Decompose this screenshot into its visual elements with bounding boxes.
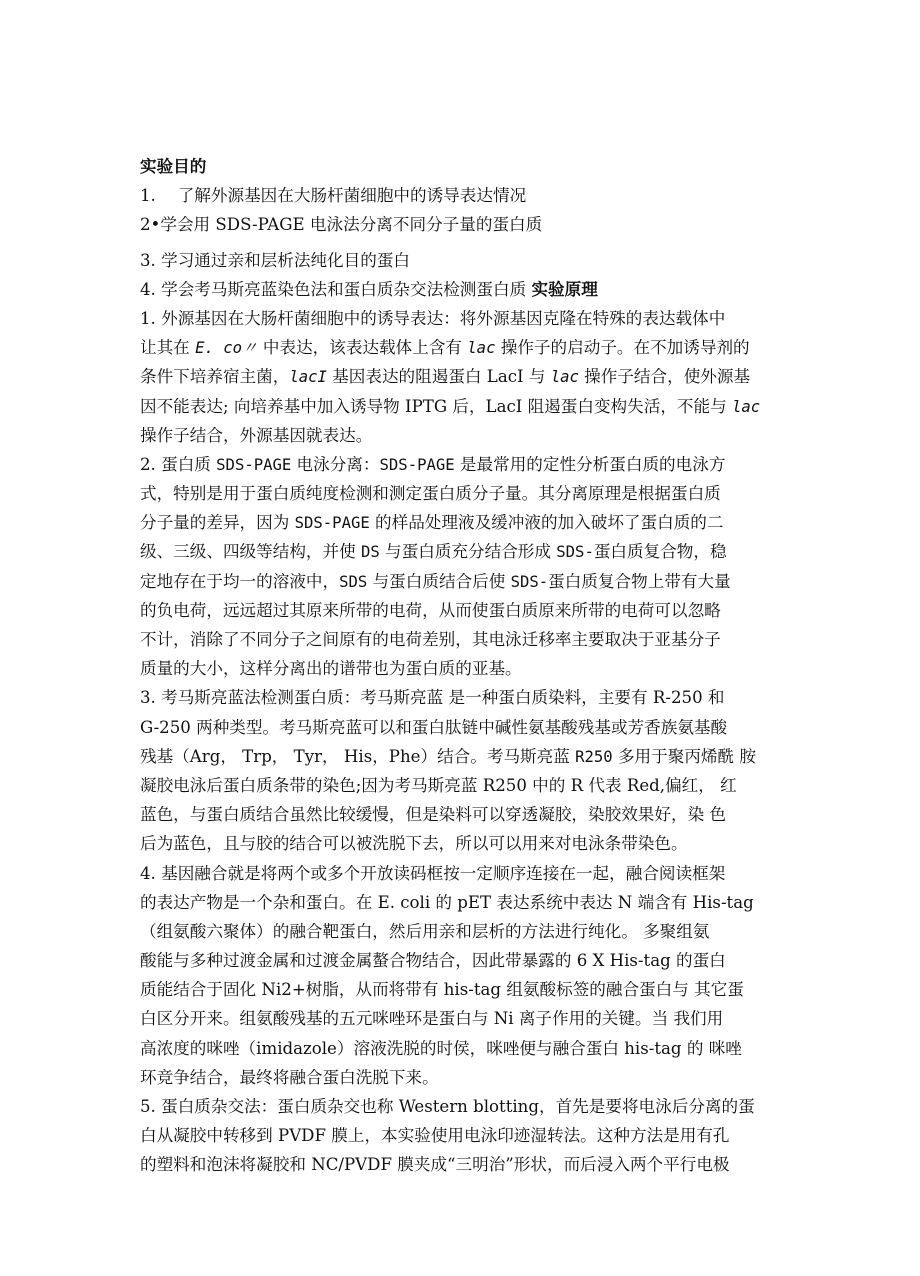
text-segment: SDS- xyxy=(556,543,594,562)
text-line xyxy=(140,275,782,304)
text-segment: R250 xyxy=(575,747,613,766)
text-segment: 1. 外源基因在大肠杆菌细胞中的诱导表达：将外源基因克隆在特殊的表达载体中 xyxy=(140,308,726,328)
text-segment: 高浓度的咪唑（imidazole）溶液洗脱的时侯，咪唑便与融合蛋白 his-tag 的 咪唑 xyxy=(140,1038,742,1058)
text-segment: 4. 基因融合就是将两个或多个开放读码框按一定顺序连接在一起，融合阅读框架 xyxy=(140,863,726,883)
text-segment: 蛋白质复合物，稳 xyxy=(593,542,727,562)
text-segment: 操作子的启动子。在不加诱导剂的 xyxy=(495,338,750,358)
text-segment: 2•学会用 SDS-PAGE 电泳法分离不同分子量的蛋白质 xyxy=(140,215,543,235)
text-line xyxy=(140,1034,782,1063)
text-segment: 分子量的差异，因为 xyxy=(140,513,295,533)
text-segment: lac xyxy=(732,397,761,416)
text-line xyxy=(140,246,782,275)
text-segment: 让其在 xyxy=(140,338,196,358)
text-segment: 白区分开来。组氨酸残基的五元咪唑环是蛋白与 Ni 离子作用的关键。当 我们用 xyxy=(140,1009,724,1029)
text-line xyxy=(140,392,782,421)
text-line xyxy=(140,508,782,537)
text-line xyxy=(140,946,782,975)
text-line xyxy=(140,888,782,917)
text-segment: 5. 蛋白质杂交法：蛋白质杂交也称 Western blotting，首先是要将电泳后分离的蛋 xyxy=(140,1097,755,1116)
text-segment: DS xyxy=(361,543,380,562)
text-segment: 实验目的 xyxy=(140,156,207,176)
text-segment: 的样品处理液及缓冲液的加入破坏了蛋白质的二 xyxy=(369,513,724,533)
text-line xyxy=(140,859,782,888)
text-line xyxy=(140,152,782,181)
text-segment: 实验原理 xyxy=(531,278,598,299)
text-line xyxy=(140,713,782,742)
text-segment: SDS xyxy=(339,572,368,591)
text-segment: 与蛋白质结合后使 xyxy=(367,571,511,591)
text-segment: 蓝色，与蛋白质结合虽然比较缓慢，但是染料可以穿透凝胶，染胶效果好，染 色 xyxy=(140,805,727,825)
text-line xyxy=(140,1150,782,1179)
text-line xyxy=(140,1063,782,1092)
text-segment: SDS- xyxy=(510,572,549,591)
text-segment: E. co〃 xyxy=(195,339,258,358)
text-segment: 基因表达的阻遏蛋白 LacI 与 xyxy=(326,367,551,387)
text-segment: 2. 蛋白质 xyxy=(140,454,217,474)
text-line xyxy=(140,742,782,771)
text-line xyxy=(140,567,782,596)
text-segment: 不计，消除了不同分子之间原有的电荷差别，其电泳迁移率主要取决于亚基分子 xyxy=(140,630,721,649)
text-segment: SDS-PAGE xyxy=(216,455,292,474)
text-line xyxy=(140,1121,782,1150)
text-line xyxy=(140,771,782,800)
text-segment: 质能结合于固化 Ni2+树脂，从而将带有 his-tag 组氨酸标签的融合蛋白与 其它蛋 xyxy=(140,980,744,1000)
text-segment: 质量的大小，这样分离出的谱带也为蛋白质的亚基。 xyxy=(140,659,522,679)
text-segment: G-250 两种类型。考马斯亮蓝可以和蛋白肽链中碱性氨基酸残基或芳香族氨基酸 xyxy=(140,717,728,737)
text-segment: 的表达产物是一个杂和蛋白。在 E. coli 的 pET 表达系统中表达 N 端含有 His-tag xyxy=(140,892,754,912)
text-segment: 酸能与多种过渡金属和过渡金属螯合物结合，因此带暴露的 6 X His-tag 的蛋白 xyxy=(140,951,726,971)
text-segment: lacI xyxy=(289,368,327,387)
text-segment: 蛋白质复合物上带有大量 xyxy=(548,571,731,591)
text-line xyxy=(140,537,782,566)
text-segment: lac xyxy=(467,339,496,358)
text-segment: 条件下培养宿主菌， xyxy=(140,367,290,387)
text-line xyxy=(140,683,782,712)
text-segment: 操作子结合，使外源基 xyxy=(578,367,751,387)
text-segment: 4. 学会考马斯亮蓝染色法和蛋白质杂交法检测蛋白质 xyxy=(140,279,532,299)
text-segment: 多用于聚丙烯酰 胺 xyxy=(612,746,756,766)
text-segment: lac xyxy=(550,368,579,387)
text-line xyxy=(140,829,782,858)
text-line xyxy=(140,304,782,333)
text-line xyxy=(140,596,782,625)
text-segment: 凝胶电泳后蛋白质条带的染色;因为考马斯亮蓝 R250 中的 R 代表 Red,偏红， 红 xyxy=(140,775,737,795)
text-segment: 中表达，该表达载体上含有 xyxy=(257,338,468,358)
text-segment: SDS-PAGE xyxy=(379,455,455,474)
text-line xyxy=(140,181,782,210)
text-segment: 环竞争结合，最终将融合蛋白洗脱下来。 xyxy=(140,1067,439,1087)
text-segment: 定地存在于均一的溶液中， xyxy=(140,571,340,591)
text-segment: 是最常用的定性分析蛋白质的电泳方 xyxy=(454,454,726,474)
text-line xyxy=(140,654,782,683)
text-segment: 级、三级、四级等结构，并使 xyxy=(140,542,361,562)
text-segment: 的负电荷，远远超过其原来所带的电荷，从而使蛋白质原来所带的电荷可以忽略 xyxy=(140,600,721,620)
text-segment: 3. 学习通过亲和层析法纯化目的蛋白 xyxy=(140,250,411,270)
text-line xyxy=(140,333,782,362)
text-line xyxy=(140,210,782,239)
text-segment: 残基（Arg， Trp， Tyr， His，Phe）结合。考马斯亮蓝 xyxy=(140,746,576,766)
text-segment: 因不能表达; 向培养基中加入诱导物 IPTG 后，LacI 阻遏蛋白变构失活，不能与 xyxy=(140,396,732,416)
text-segment: 后为蓝色，且与胶的结合可以被洗脱下去，所以可以用来对电泳条带染色。 xyxy=(140,834,688,854)
text-segment: （组氨酸六聚体）的融合靶蛋白，然后用亲和层析的方法进行纯化。 多聚组氨 xyxy=(140,921,710,941)
text-segment: 3. 考马斯亮蓝法检测蛋白质：考马斯亮蓝 是一种蛋白质染料，主要有 R-250 和 xyxy=(140,688,725,708)
text-segment: 操作子结合，外源基因就表达。 xyxy=(140,425,373,445)
text-segment: 的塑料和泡沫将凝胶和 NC/PVDF 膜夹成“三明治”形状，而后浸入两个平行电极 xyxy=(140,1155,730,1175)
text-segment: SDS-PAGE xyxy=(294,514,370,533)
text-segment: 式，特别是用于蛋白质纯度检测和测定蛋白质分子量。其分离原理是根据蛋白质 xyxy=(140,484,721,504)
text-line xyxy=(140,1092,782,1121)
document-body xyxy=(140,152,782,1180)
text-line xyxy=(140,800,782,829)
text-line xyxy=(140,362,782,391)
text-segment: 1. 了解外源基因在大肠杆菌细胞中的诱导表达情况 xyxy=(140,186,527,206)
text-line xyxy=(140,450,782,479)
text-line xyxy=(140,975,782,1004)
text-segment: 与蛋白质充分结合形成 xyxy=(379,542,557,562)
text-line xyxy=(140,479,782,508)
text-segment: 电泳分离： xyxy=(291,454,380,474)
text-line xyxy=(140,917,782,946)
text-line xyxy=(140,1004,782,1033)
text-line xyxy=(140,625,782,654)
text-line xyxy=(140,421,782,450)
text-segment: 白从凝胶中转移到 PVDF 膜上，本实验使用电泳印迹湿转法。这种方法是用有孔 xyxy=(140,1126,730,1146)
